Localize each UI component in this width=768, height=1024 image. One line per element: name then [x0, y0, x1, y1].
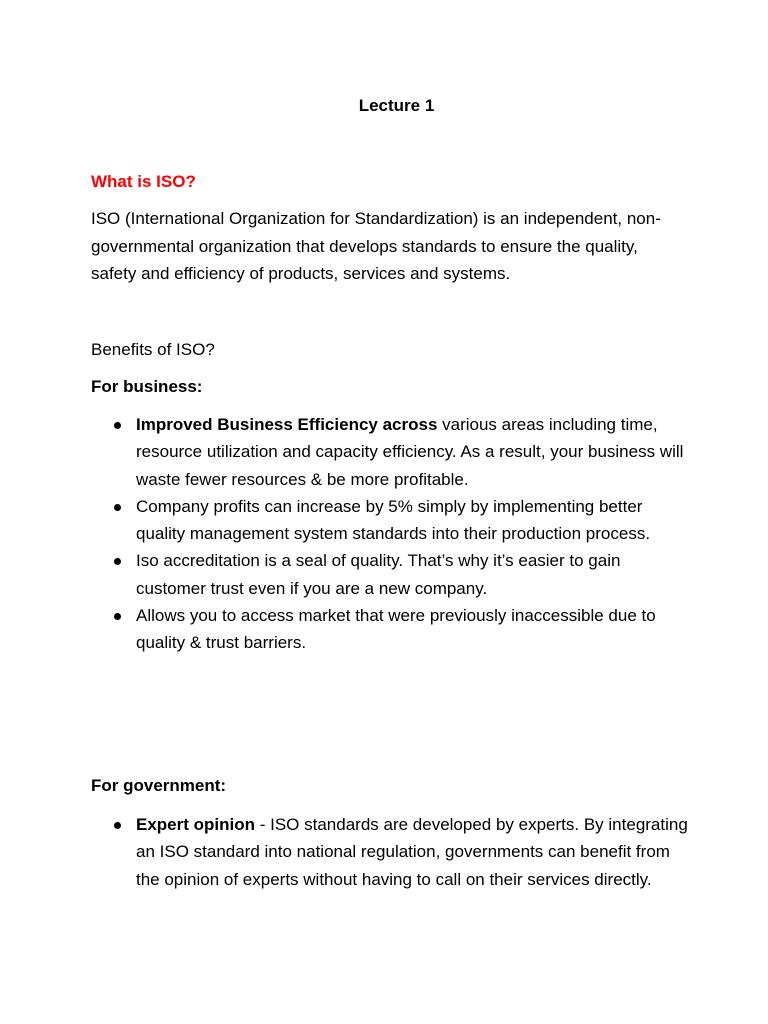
list-item-bold: Expert opinion: [136, 815, 255, 834]
bullet-icon: [114, 504, 121, 511]
list-item-text: Iso accreditation is a seal of quality. That’s why it’s easier to gain customer trust even if you are a new company.: [136, 551, 621, 598]
bullet-icon: [114, 422, 121, 429]
government-benefits-list: [91, 811, 691, 893]
government-label: For government:: [91, 776, 227, 795]
list-item-bold: Improved Business Efficiency across: [136, 415, 438, 434]
benefits-heading: Benefits of ISO?: [91, 340, 215, 359]
list-item: [91, 547, 691, 602]
business-benefits-list: [91, 411, 691, 657]
list-item: [91, 411, 691, 493]
page-title: Lecture 1: [358, 96, 435, 115]
list-item: [91, 811, 691, 893]
list-item-text: - ISO standards are developed by experts. By integrating an ISO standard into national regulation, governments can benefit from the opinion of experts without having to call on their services directly.: [136, 815, 688, 889]
section-heading-what-is-iso: What is ISO?: [91, 172, 196, 191]
list-item: [91, 493, 691, 548]
list-item: [91, 602, 691, 657]
bullet-icon: [114, 558, 121, 565]
bullet-icon: [114, 822, 121, 829]
list-item-text: various areas including time, resource utilization and capacity efficiency. As a result, your business will waste fewer resources & be more profitable.: [136, 415, 684, 489]
list-item-text: Allows you to access market that were previously inaccessible due to quality & trust barriers.: [136, 606, 656, 653]
business-label: For business:: [91, 377, 203, 396]
intro-paragraph: ISO (International Organization for Standardization) is an independent, non-governmental organization that develops standards to ensure the quality, safety and efficiency of products, services and systems.: [91, 209, 661, 283]
bullet-icon: [114, 613, 121, 620]
list-item-text: Company profits can increase by 5% simply by implementing better quality management system standards into their production process.: [136, 496, 651, 544]
